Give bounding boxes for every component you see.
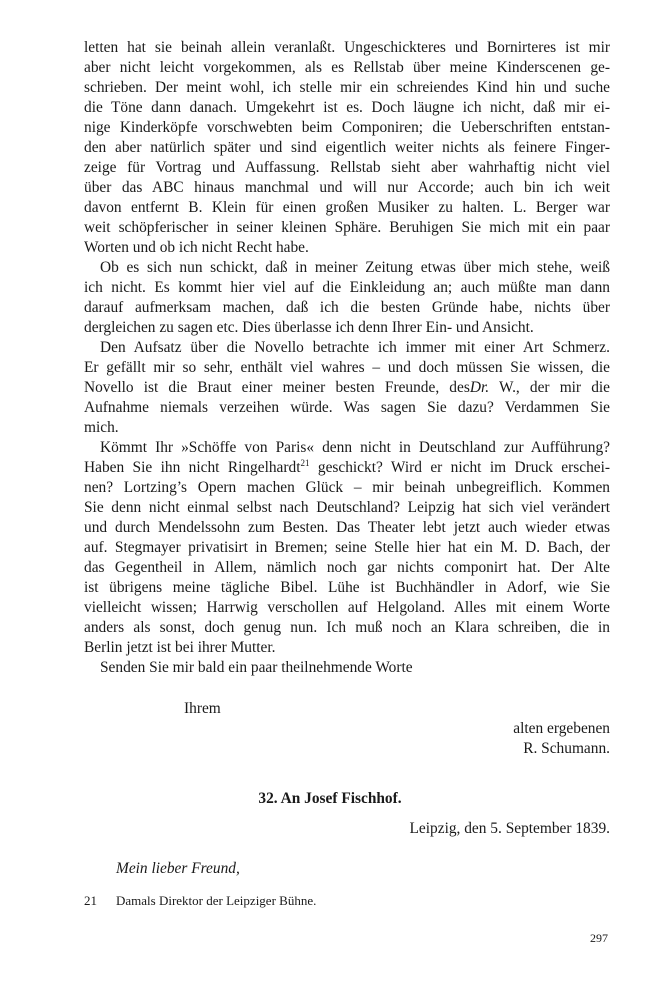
text-line: Sie denn nicht einmal selbst nach Deutschland? Leipzig hat sich viel verändert xyxy=(84,499,610,516)
text-segment: Novello ist die Braut einer meiner besten Freunde, des xyxy=(84,379,470,396)
text-segment: Haben Sie ihn nicht Ringelhardt xyxy=(84,459,301,476)
text-line: Berlin jetzt ist bei ihrer Mutter. xyxy=(84,639,276,656)
text-line: den aber natürlich später und sind eigentlich weiter nichts als feinere Finger- xyxy=(84,139,610,156)
text-segment: W., der mir die xyxy=(489,379,611,396)
italic-abbreviation: Dr. xyxy=(469,379,490,396)
letter-body xyxy=(84,38,610,678)
place-date: Leipzig, den 5. September 1839. xyxy=(409,820,610,837)
text-line: vielleicht wissen; Harrwig verschollen auf Helgoland. Alles mit einem Worte xyxy=(84,599,610,616)
text-line: anders als sonst, doch genug nun. Ich muß noch an Klara schreiben, die in xyxy=(84,619,610,636)
text-line: mich. xyxy=(84,419,119,436)
page-number: 297 xyxy=(590,931,608,945)
footnote xyxy=(84,891,316,911)
text-line: darauf aufmerksam machen, daß ich die besten Gründe habe, nichts über xyxy=(84,299,610,316)
text-line: nen? Lortzing’s Opern machen Glück – mir beinah unbegreiflich. Kommen xyxy=(84,479,610,496)
text-line: zeige für Vortrag und Auffassung. Rellstab sieht aber wahrhaftig nicht viel xyxy=(84,159,610,176)
text-line xyxy=(84,378,610,398)
text-line: ich nicht. Es kommt hier viel auf die Einkleidung an; auch müßte man dann xyxy=(84,279,610,296)
salutation: Mein lieber Freund, xyxy=(116,860,240,877)
text-line: Aufnahme niemals verzeihen würde. Was sagen Sie dazu? Verdammen Sie xyxy=(84,399,610,416)
text-line: weit schöpferischer in seiner kleinen Sphäre. Beruhigen Sie mich mit ein paar xyxy=(84,219,610,236)
footnote-reference[interactable]: 21 xyxy=(300,458,310,468)
text-segment: geschickt? Wird er nicht im Druck erschei- xyxy=(309,459,610,476)
text-line: schrieben. Der meint wohl, ich stelle mir ein schreiendes Kind hin und suche xyxy=(84,79,610,96)
text-line: davon entfernt B. Klein für einen großen Musiker zu halten. L. Berger war xyxy=(84,199,610,216)
paragraph-start-line: Senden Sie mir bald ein paar theilnehmende Worte xyxy=(100,659,413,676)
text-line: nige Kinderköpfe vorschwebten beim Componiren; die Ueberschriften entstan- xyxy=(84,119,610,136)
text-line: auf. Stegmayer privatisirt in Bremen; seine Stelle hier hat ein M. D. Bach, der xyxy=(84,539,610,556)
footnote-text: Damals Direktor der Leipziger Bühne. xyxy=(116,893,317,908)
text-line: dergleichen zu sagen etc. Dies überlasse ich denn Ihrer Ein- und Ansicht. xyxy=(84,319,534,336)
text-line: über das ABC hinaus manchmal und will nur Accorde; auch bin ich weit xyxy=(84,179,610,196)
text-line: und durch Mendelssohn zum Besten. Das Theater lebt jetzt auch wieder etwas xyxy=(84,519,610,536)
closing-line: alten ergebenen xyxy=(513,720,610,737)
paragraph-start-line: Den Aufsatz über die Novello betrachte ich immer mit einer Art Schmerz. xyxy=(100,339,610,356)
signature: R. Schumann. xyxy=(523,740,610,757)
letter-heading: 32. An Josef Fischhof. xyxy=(258,790,402,807)
text-line: Worten und ob ich nicht Recht habe. xyxy=(84,239,309,256)
paragraph-start-line: Kömmt Ihr »Schöffe von Paris« denn nicht in Deutschland zur Aufführung? xyxy=(100,439,610,456)
text-line: die Töne dann danach. Umgekehrt ist es. Doch läugne ich nicht, daß mir ei- xyxy=(84,99,610,116)
closing-ihrem: Ihrem xyxy=(184,700,221,717)
text-line: aber nicht leicht vorgekommen, als es Rellstab über meine Kinderscenen ge- xyxy=(84,59,610,76)
text-line: letten hat sie beinah allein veranlaßt. Ungeschickteres und Bornirteres ist mir xyxy=(84,39,610,56)
text-line: Er gefällt mir so sehr, enthält viel wahres – und doch müssen Sie wissen, die xyxy=(84,359,610,376)
paragraph-start-line: Ob es sich nun schickt, daß in meiner Zeitung etwas über mich stehe, weiß xyxy=(100,259,610,276)
footnote-number: 21 xyxy=(84,893,97,908)
text-line: ist übrigens meine tägliche Bibel. Lühe ist Buchhändler in Adorf, wie Sie xyxy=(84,579,610,596)
text-line: das Gegentheil in Allem, nämlich noch gar nichts componirt hat. Der Alte xyxy=(84,559,610,576)
text-line xyxy=(84,458,610,478)
